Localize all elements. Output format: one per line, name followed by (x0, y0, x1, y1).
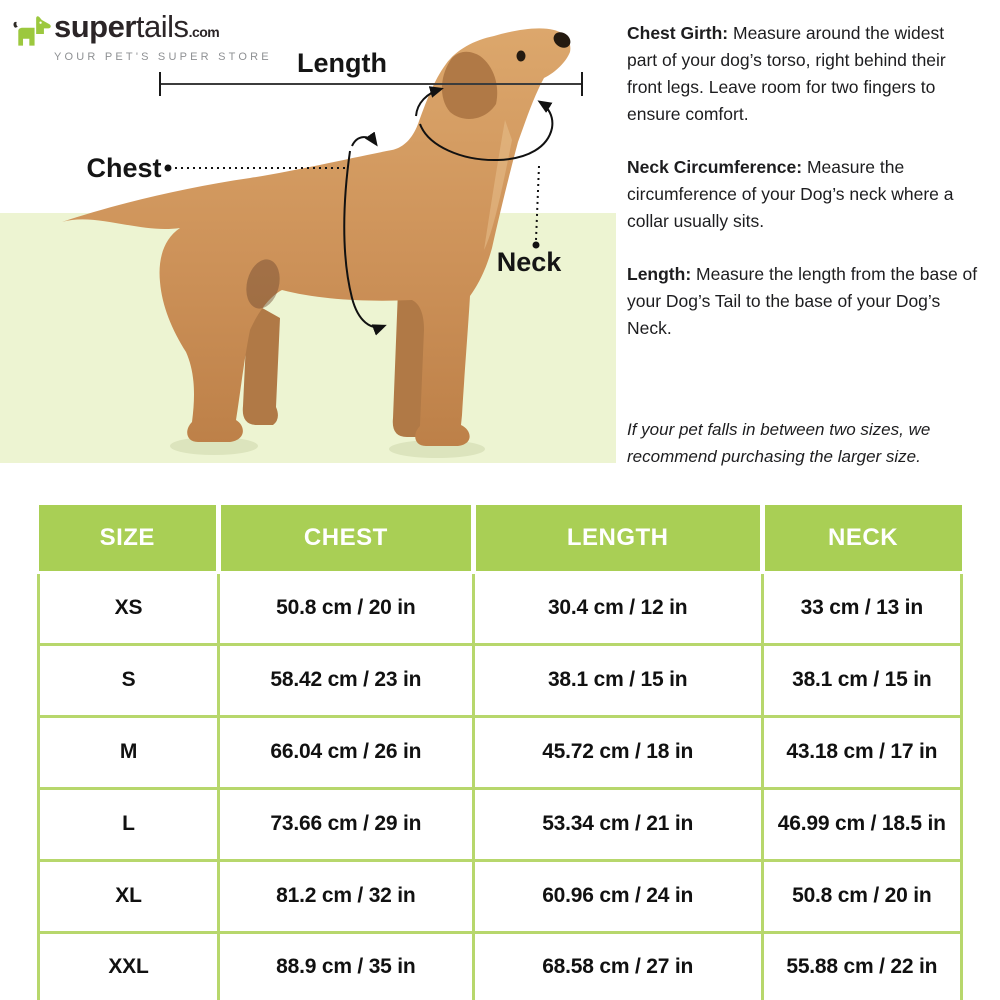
length-label: Length (297, 48, 387, 78)
header-size: SIZE (39, 505, 219, 572)
sizing-note: If your pet falls in between two sizes, we recommend purchasing the larger size. (627, 420, 931, 466)
header-neck: NECK (762, 505, 961, 572)
supertails-logo (12, 9, 272, 63)
table-row: L 73.66 cm / 29 in 53.34 cm / 21 in 46.99 cm / 18.5 in (39, 788, 962, 860)
table-row: XXL 88.9 cm / 35 in 68.58 cm / 27 in 55.88 cm / 22 in (39, 932, 962, 1000)
length-paragraph: Length: Measure the length from the base of your Dog’s Tail to the base of your Dog’s Neck. (627, 264, 978, 338)
dog-eye (517, 51, 526, 62)
neck-label: Neck (496, 247, 562, 277)
table-row: M 66.04 cm / 26 in 45.72 cm / 18 in 43.18 cm / 17 in (39, 716, 962, 788)
neck-circumference-paragraph: Neck Circumference: Measure the circumference of your Dog’s neck where a collar usually sits. (627, 157, 954, 231)
brand-tagline: YOUR PET'S SUPER STORE (54, 51, 272, 63)
header-length: LENGTH (473, 505, 762, 572)
brand-wordmark: supertails.com (54, 9, 220, 44)
table-row: S 58.42 cm / 23 in 38.1 cm / 15 in 38.1 cm / 15 in (39, 644, 962, 716)
chest-girth-paragraph: Chest Girth: Measure around the widest part of your dog’s torso, right behind their front legs. Leave room for two fingers to ensure comfort. (627, 23, 946, 124)
chest-label: Chest (86, 153, 162, 183)
dog-measurement-diagram (0, 0, 620, 472)
table-header-row (39, 505, 962, 572)
size-chart (37, 505, 963, 1000)
header-chest: CHEST (218, 505, 473, 572)
supertails-dog-icon (12, 14, 54, 52)
table-row: XS 50.8 cm / 20 in 30.4 cm / 12 in 33 cm / 13 in (39, 572, 962, 644)
table-row: XL 81.2 cm / 32 in 60.96 cm / 24 in 50.8 cm / 20 in (39, 860, 962, 932)
measuring-instructions (627, 20, 979, 470)
size-chart-table (37, 505, 963, 1000)
